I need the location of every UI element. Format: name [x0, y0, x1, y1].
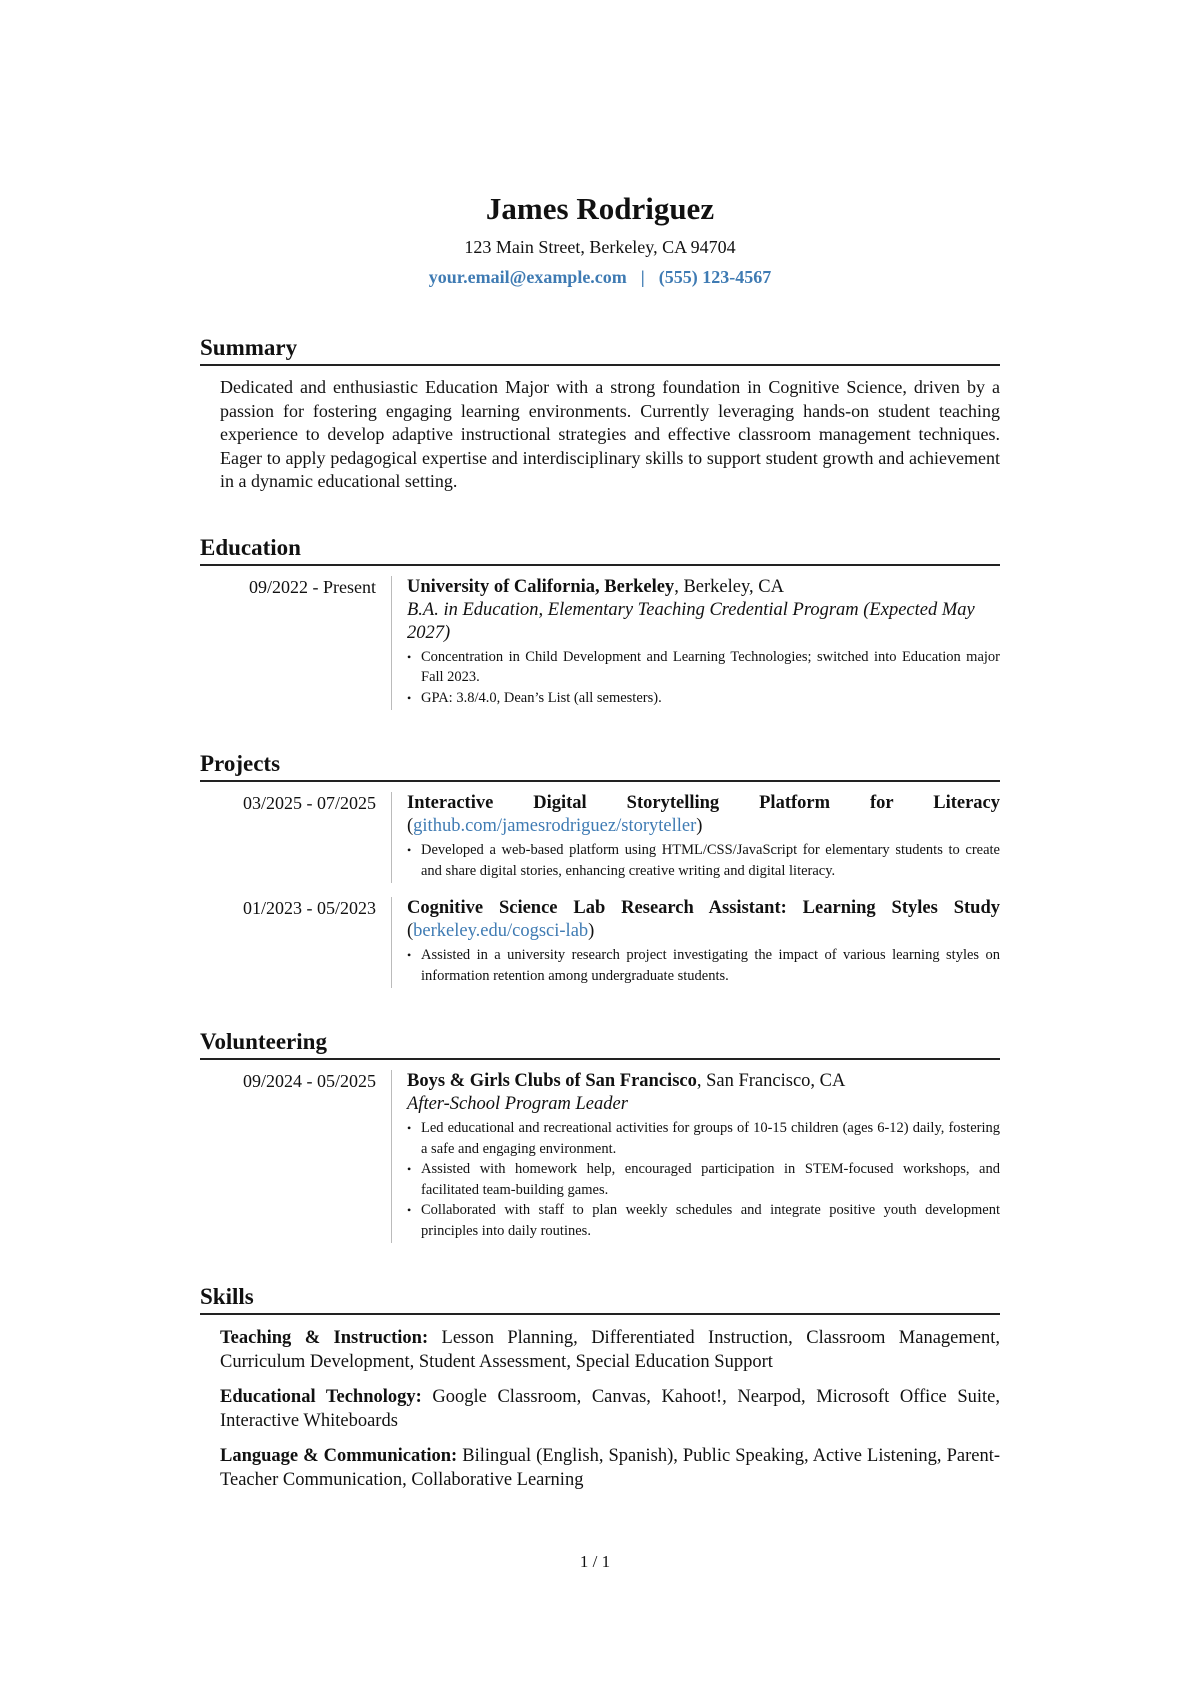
skills-section	[200, 1283, 1000, 1492]
volunteering-heading: Volunteering	[200, 1028, 1000, 1060]
entry-body	[391, 897, 1000, 988]
entry-title	[407, 897, 1000, 943]
paren-open: (	[407, 816, 414, 836]
entry-body	[391, 1070, 1000, 1243]
entry-date: 09/2024 - 05/2025	[243, 1071, 376, 1091]
entry-date: 01/2023 - 05/2023	[243, 898, 376, 918]
bullet-list	[407, 647, 1000, 709]
contact-separator: |	[640, 267, 645, 287]
skill-row	[200, 1445, 1000, 1492]
skill-category: Educational Technology:	[220, 1387, 422, 1407]
skill-list: Google Classroom, Canvas, Kahoot!, Nearpod, Microsoft Office Suite, Interactive Whiteboards	[220, 1387, 1000, 1431]
bullet-list	[407, 1118, 1000, 1241]
organization-location: , San Francisco, CA	[696, 1071, 846, 1091]
entry-title	[407, 792, 1000, 838]
bullet-item: • Assisted in a university research project investigating the impact of various learning styles on information retention among undergraduate students.	[407, 945, 1000, 986]
entry-date: 09/2022 - Present	[249, 576, 376, 597]
skill-category: Language & Communication:	[220, 1446, 458, 1466]
skill-list: Lesson Planning, Differentiated Instruction, Classroom Management, Curriculum Development, Student Assessment, Special Education Support	[220, 1328, 1000, 1372]
project-entry	[200, 792, 1000, 883]
project-name: Interactive Digital Storytelling Platform for Literacy	[407, 793, 1000, 813]
role-title: After-School Program Leader	[407, 1094, 628, 1114]
volunteering-section	[200, 1028, 1000, 1243]
education-entry	[200, 576, 1000, 711]
email-link[interactable]: your.email@example.com	[428, 267, 627, 287]
resume-page	[200, 190, 1000, 1492]
institution-location: , Berkeley, CA	[674, 576, 784, 597]
skill-row	[200, 1327, 1000, 1374]
projects-heading: Projects	[200, 750, 1000, 782]
skill-row	[200, 1386, 1000, 1433]
address: 123 Main Street, Berkeley, CA 94704	[464, 237, 736, 257]
summary-text: Dedicated and enthusiastic Education Major with a strong foundation in Cognitive Science, driven by a passion for fostering engaging learning environments. Currently leveraging hands-on student teaching experience to develop adaptive instructional strategies and effective classroom management techniques. Eager to apply pedagogical expertise and interdisciplinary skills to support student growth and achievement in a dynamic educational setting.	[220, 377, 1000, 491]
bullet-item: • Led educational and recreational activities for groups of 10-15 children (ages 6-12) daily, fostering a safe and engaging environment.	[407, 1118, 1000, 1159]
entry-body	[391, 576, 1000, 711]
project-link[interactable]: berkeley.edu/cogsci-lab	[413, 921, 589, 941]
skill-category: Teaching & Instruction:	[220, 1328, 429, 1348]
resume-header	[200, 190, 1000, 290]
organization-name: Boys & Girls Clubs of San Francisco	[407, 1071, 697, 1091]
paren-close: )	[588, 921, 595, 941]
bullet-item: • Developed a web-based platform using HTML/CSS/JavaScript for elementary students to create and share digital stories, enhancing creative writing and digital literacy.	[407, 840, 1000, 881]
degree-title: B.A. in Education, Elementary Teaching Credential Program (Expected May 2027)	[407, 599, 975, 643]
bullet-list	[407, 945, 1000, 986]
page-number: 1 / 1	[579, 1552, 611, 1571]
bullet-list	[407, 840, 1000, 881]
contact-line	[200, 264, 1000, 290]
paren-close: )	[696, 816, 703, 836]
paren-open: (	[407, 921, 414, 941]
candidate-name: James Rodriguez	[485, 191, 715, 226]
project-entry	[200, 897, 1000, 988]
education-section	[200, 534, 1000, 711]
bullet-item: • Assisted with homework help, encouraged participation in STEM-focused workshops, and facilitated team-building games.	[407, 1159, 1000, 1200]
project-link[interactable]: github.com/jamesrodriguez/storyteller	[413, 816, 697, 836]
education-heading: Education	[200, 534, 1000, 566]
bullet-item: • Collaborated with staff to plan weekly schedules and integrate positive youth development principles into daily routines.	[407, 1200, 1000, 1241]
institution-name: University of California, Berkeley	[407, 576, 675, 597]
summary-section	[200, 334, 1000, 494]
project-name: Cognitive Science Lab Research Assistant: Learning Styles Study	[407, 898, 1000, 918]
projects-section	[200, 750, 1000, 988]
skills-heading: Skills	[200, 1283, 1000, 1315]
volunteering-entry	[200, 1070, 1000, 1243]
bullet-item: • GPA: 3.8/4.0, Dean’s List (all semesters).	[407, 688, 1000, 709]
skill-list: Bilingual (English, Spanish), Public Speaking, Active Listening, Parent-Teacher Communication, Collaborative Learning	[220, 1446, 1000, 1490]
phone-link[interactable]: (555) 123-4567	[658, 267, 772, 287]
entry-date: 03/2025 - 07/2025	[243, 793, 376, 813]
bullet-item: • Concentration in Child Development and Learning Technologies; switched into Education major Fall 2023.	[407, 647, 1000, 688]
entry-title	[407, 1070, 1000, 1093]
summary-heading: Summary	[200, 334, 1000, 366]
entry-title	[407, 576, 1000, 599]
entry-body	[391, 792, 1000, 883]
